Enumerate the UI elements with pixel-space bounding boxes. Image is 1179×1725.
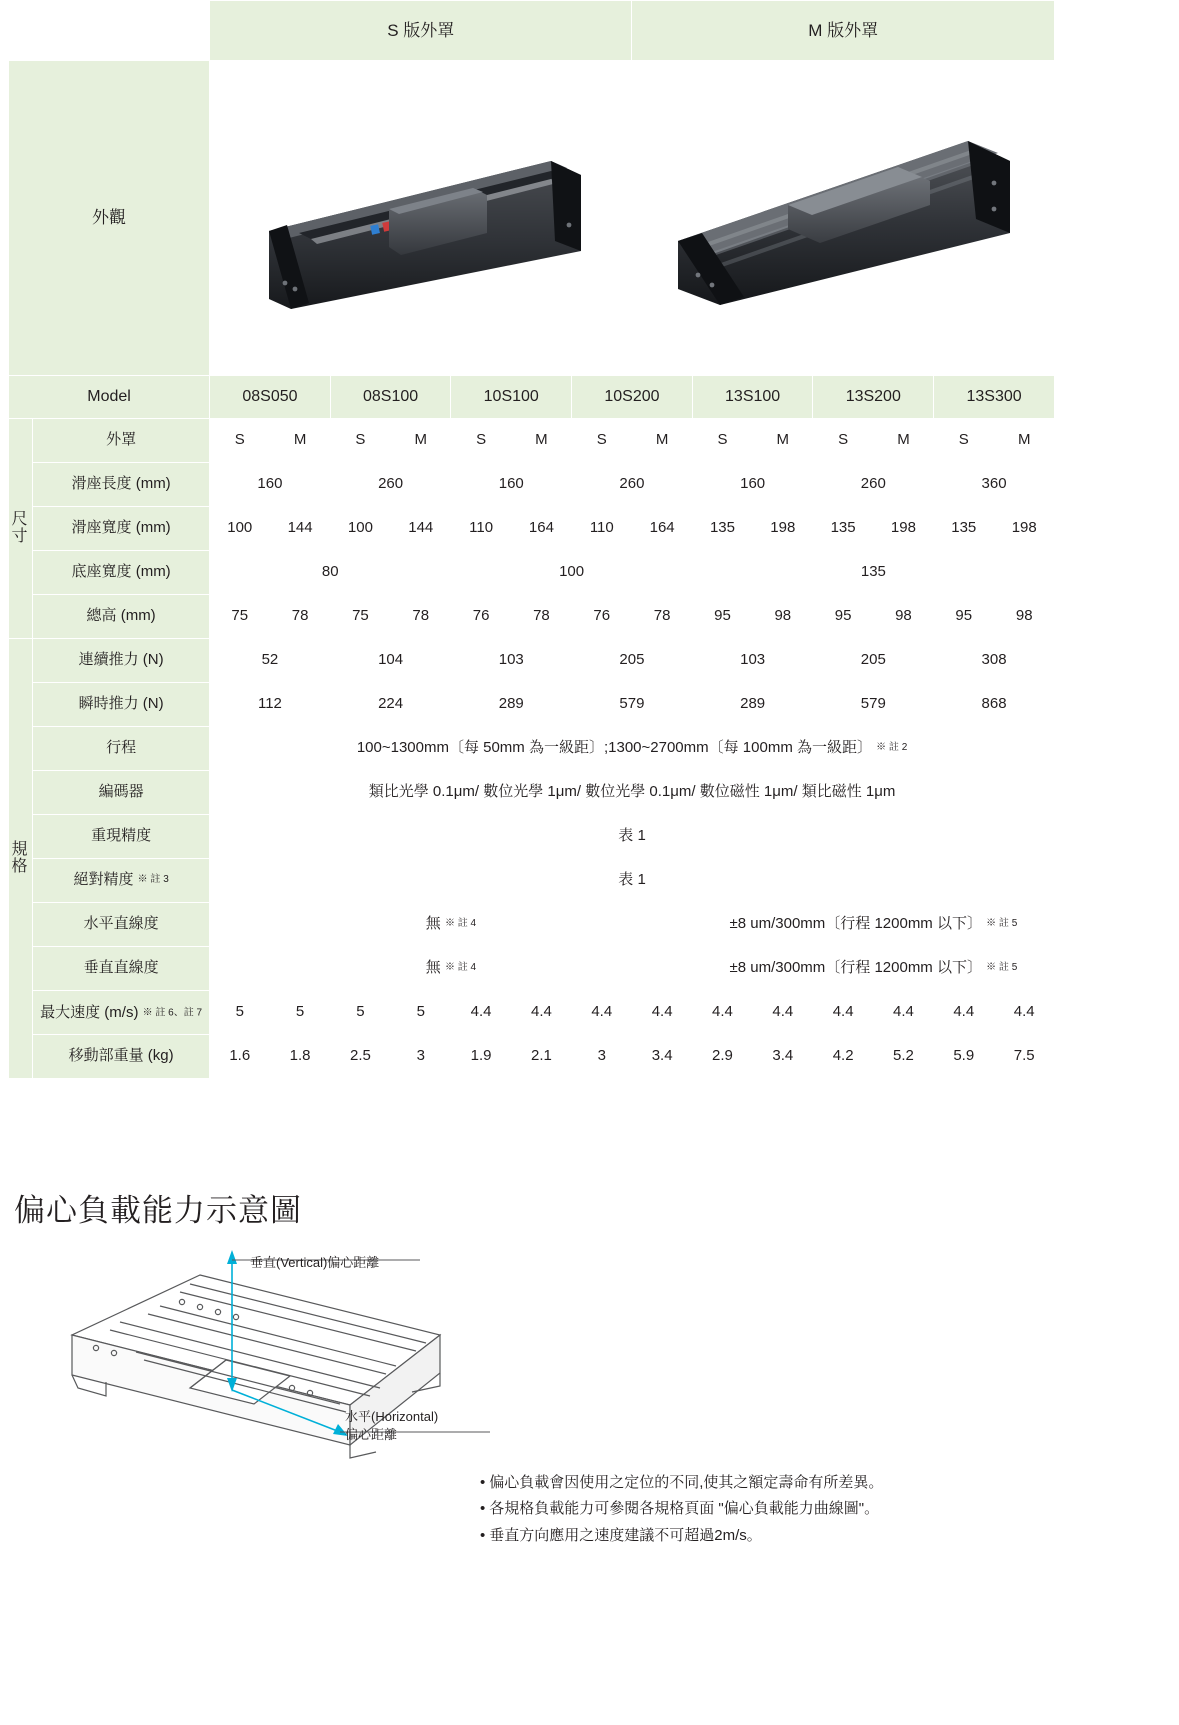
slider-width-cell: 135	[934, 507, 994, 551]
total-height-cell: 78	[391, 595, 451, 639]
model-row	[9, 376, 1055, 419]
row-label-total-height: 總高 (mm)	[33, 595, 210, 639]
spacer-cell	[9, 1, 210, 61]
diagram-notes	[480, 1470, 883, 1549]
product-image-m-cover	[668, 113, 1018, 323]
v-straightness-right-cell	[692, 947, 1054, 991]
cover-cell: S	[692, 419, 752, 463]
v-straightness-left-note: ※ 註 4	[444, 961, 477, 973]
model-13S300: 13S300	[934, 376, 1055, 419]
total-height-cell: 78	[632, 595, 692, 639]
encoder-row	[9, 771, 1055, 815]
max-speed-cell: 4.4	[511, 991, 571, 1035]
accuracy-value-cell: 表 1	[210, 859, 1055, 903]
cover-cell: M	[511, 419, 571, 463]
cover-cell: M	[753, 419, 813, 463]
repeatability-row	[9, 815, 1055, 859]
model-08S100: 08S100	[330, 376, 451, 419]
moving-mass-cell: 5.2	[873, 1035, 933, 1079]
peak-force-cell: 224	[330, 683, 451, 727]
cover-cell: S	[813, 419, 873, 463]
moving-mass-cell: 3.4	[753, 1035, 813, 1079]
moving-mass-cell: 1.8	[270, 1035, 330, 1079]
cover-header-row	[9, 1, 1055, 61]
slider-width-cell: 198	[753, 507, 813, 551]
peak-force-cell: 289	[692, 683, 813, 727]
stroke-value: 100~1300mm〔每 50mm 為一級距〕;1300~2700mm〔每 100mm 為一級距〕	[356, 739, 872, 757]
total-height-cell: 95	[692, 595, 752, 639]
continuous-force-cell: 205	[813, 639, 934, 683]
horizontal-distance-line2: 偏心距離	[345, 1426, 398, 1442]
vertical-distance-label	[250, 1252, 379, 1271]
row-label-continuous-force: 連續推力 (N)	[33, 639, 210, 683]
model-13S200: 13S200	[813, 376, 934, 419]
model-10S100: 10S100	[451, 376, 572, 419]
continuous-force-row	[9, 639, 1055, 683]
h-straightness-right-value: ±8 um/300mm〔行程 1200mm 以下〕	[729, 915, 982, 933]
slider-width-cell: 100	[330, 507, 390, 551]
v-straightness-right-note: ※ 註 5	[986, 961, 1018, 973]
cover-header-s: S 版外罩	[210, 1, 632, 61]
h-straightness-left-value: 無	[425, 915, 441, 933]
max-speed-cell: 4.4	[753, 991, 813, 1035]
continuous-force-cell: 52	[210, 639, 331, 683]
continuous-force-cell: 103	[451, 639, 572, 683]
moving-mass-cell: 2.1	[511, 1035, 571, 1079]
vertical-distance-text: 垂直(Vertical)偏心距離	[250, 1255, 380, 1270]
peak-force-row	[9, 683, 1055, 727]
max-speed-cell: 4.4	[873, 991, 933, 1035]
h-straightness-right-note: ※ 註 5	[986, 917, 1018, 929]
horizontal-straightness-row	[9, 903, 1055, 947]
cover-cell: S	[451, 419, 511, 463]
peak-force-cell: 289	[451, 683, 572, 727]
max-speed-cell: 4.4	[934, 991, 994, 1035]
slider-width-cell: 110	[451, 507, 511, 551]
v-straightness-right-value: ±8 um/300mm〔行程 1200mm 以下〕	[729, 959, 982, 977]
total-height-cell: 76	[451, 595, 511, 639]
slider-length-cell: 260	[572, 463, 693, 507]
accuracy-row	[9, 859, 1055, 903]
max-speed-cell: 4.4	[572, 991, 632, 1035]
row-label-accuracy	[33, 859, 210, 903]
row-label-slider-width: 滑座寬度 (mm)	[33, 507, 210, 551]
cover-cell: M	[873, 419, 933, 463]
slider-length-cell: 160	[210, 463, 331, 507]
slider-width-cell: 164	[511, 507, 571, 551]
continuous-force-cell: 308	[934, 639, 1055, 683]
total-height-cell: 78	[511, 595, 571, 639]
product-image-s-cover	[251, 113, 591, 323]
slider-width-cell: 144	[270, 507, 330, 551]
row-label-peak-force: 瞬時推力 (N)	[33, 683, 210, 727]
slider-length-cell: 260	[330, 463, 451, 507]
max-speed-cell: 4.4	[632, 991, 692, 1035]
total-height-row	[9, 595, 1055, 639]
row-label-moving-mass: 移動部重量 (kg)	[33, 1035, 210, 1079]
continuous-force-cell: 103	[692, 639, 813, 683]
model-label: Model	[9, 376, 210, 419]
max-speed-cell: 5	[330, 991, 390, 1035]
appearance-image-s	[210, 61, 632, 376]
horizontal-distance-line1: 水平(Horizontal)	[345, 1409, 439, 1424]
total-height-cell: 98	[753, 595, 813, 639]
appearance-label: 外觀	[9, 61, 210, 376]
max-speed-cell: 5	[391, 991, 451, 1035]
base-width-cell: 135	[692, 551, 1054, 595]
slider-width-cell: 135	[813, 507, 873, 551]
total-height-cell: 95	[934, 595, 994, 639]
slider-length-cell: 160	[451, 463, 572, 507]
encoder-value-cell: 類比光學 0.1μm/ 數位光學 1μm/ 數位光學 0.1μm/ 數位磁性 1μm/ 類比磁性 1μm	[210, 771, 1055, 815]
group-label-dimensions-text: 尺寸	[11, 510, 30, 545]
row-label-h-straightness: 水平直線度	[33, 903, 210, 947]
stroke-row	[9, 727, 1055, 771]
v-straightness-left-cell	[210, 947, 693, 991]
appearance-row	[9, 61, 1055, 376]
slider-width-cell: 144	[391, 507, 451, 551]
cover-cell: S	[210, 419, 270, 463]
continuous-force-cell: 104	[330, 639, 451, 683]
note-item: • 偏心負載會因使用之定位的不同,使其之額定壽命有所差異。	[480, 1470, 883, 1496]
cover-type-row	[9, 419, 1055, 463]
slider-width-cell: 100	[210, 507, 270, 551]
stroke-note: ※ 註 2	[876, 741, 908, 753]
moving-mass-cell: 3	[572, 1035, 632, 1079]
group-label-spec-text: 規格	[11, 840, 30, 875]
section-title: 偏心負載能力示意圖	[14, 1193, 302, 1228]
h-straightness-left-cell	[210, 903, 693, 947]
slider-width-cell: 164	[632, 507, 692, 551]
max-speed-cell: 4.4	[692, 991, 752, 1035]
moving-mass-cell: 1.6	[210, 1035, 270, 1079]
max-speed-cell: 5	[210, 991, 270, 1035]
slider-length-row	[9, 463, 1055, 507]
note-item: • 垂直方向應用之速度建議不可超過2m/s。	[480, 1523, 883, 1549]
peak-force-cell: 868	[934, 683, 1055, 727]
max-speed-cell: 4.4	[451, 991, 511, 1035]
row-label-slider-length: 滑座長度 (mm)	[33, 463, 210, 507]
model-10S200: 10S200	[572, 376, 693, 419]
slider-length-cell: 360	[934, 463, 1055, 507]
v-straightness-left-value: 無	[425, 959, 441, 977]
cover-cell: M	[994, 419, 1055, 463]
total-height-cell: 98	[994, 595, 1055, 639]
peak-force-cell: 579	[572, 683, 693, 727]
row-label-v-straightness: 垂直直線度	[33, 947, 210, 991]
cover-cell: S	[330, 419, 390, 463]
slider-length-cell: 160	[692, 463, 813, 507]
row-label-max-speed-text: 最大速度 (m/s)	[40, 1003, 139, 1021]
moving-mass-row	[9, 1035, 1055, 1079]
total-height-cell: 75	[210, 595, 270, 639]
eccentric-load-diagram	[0, 1240, 1179, 1640]
slider-width-cell: 135	[692, 507, 752, 551]
group-label-spec	[9, 639, 33, 1079]
slider-width-row	[9, 507, 1055, 551]
row-label-repeatability: 重現精度	[33, 815, 210, 859]
peak-force-cell: 112	[210, 683, 331, 727]
moving-mass-cell: 7.5	[994, 1035, 1055, 1079]
row-label-max-speed	[33, 991, 210, 1035]
h-straightness-left-note: ※ 註 4	[444, 917, 477, 929]
stroke-value-cell	[210, 727, 1055, 771]
total-height-cell: 76	[572, 595, 632, 639]
base-width-row	[9, 551, 1055, 595]
row-label-accuracy-text: 絕對精度	[73, 871, 134, 889]
base-width-cell: 80	[210, 551, 451, 595]
moving-mass-cell: 2.9	[692, 1035, 752, 1079]
cover-cell: S	[572, 419, 632, 463]
moving-mass-cell: 1.9	[451, 1035, 511, 1079]
group-label-dimensions	[9, 419, 33, 639]
max-speed-cell: 4.4	[994, 991, 1055, 1035]
moving-mass-cell: 3.4	[632, 1035, 692, 1079]
continuous-force-cell: 205	[572, 639, 693, 683]
row-label-stroke: 行程	[33, 727, 210, 771]
total-height-cell: 95	[813, 595, 873, 639]
cover-cell: M	[632, 419, 692, 463]
base-width-cell: 100	[451, 551, 692, 595]
cover-cell: M	[270, 419, 330, 463]
cover-header-m: M 版外罩	[632, 1, 1055, 61]
cover-cell: M	[391, 419, 451, 463]
slider-width-cell: 110	[572, 507, 632, 551]
peak-force-cell: 579	[813, 683, 934, 727]
total-height-cell: 75	[330, 595, 390, 639]
max-speed-cell: 4.4	[813, 991, 873, 1035]
horizontal-distance-label	[345, 1408, 438, 1443]
row-label-encoder: 編碼器	[33, 771, 210, 815]
moving-mass-cell: 2.5	[330, 1035, 390, 1079]
cover-cell: S	[934, 419, 994, 463]
note-item: • 各規格負載能力可參閱各規格頁面 "偏心負載能力曲線圖"。	[480, 1496, 883, 1522]
moving-mass-cell: 5.9	[934, 1035, 994, 1079]
row-label-accuracy-note: ※ 註 3	[137, 873, 169, 885]
repeatability-value-cell: 表 1	[210, 815, 1055, 859]
row-label-max-speed-note: ※ 註 6、註 7	[142, 1007, 203, 1019]
row-label-base-width: 底座寬度 (mm)	[33, 551, 210, 595]
moving-mass-cell: 4.2	[813, 1035, 873, 1079]
total-height-cell: 98	[873, 595, 933, 639]
slider-width-cell: 198	[994, 507, 1055, 551]
model-13S100: 13S100	[692, 376, 813, 419]
model-08S050: 08S050	[210, 376, 331, 419]
max-speed-row	[9, 991, 1055, 1035]
moving-mass-cell: 3	[391, 1035, 451, 1079]
max-speed-cell: 5	[270, 991, 330, 1035]
total-height-cell: 78	[270, 595, 330, 639]
row-label-cover: 外罩	[33, 419, 210, 463]
specification-table	[8, 0, 1055, 1079]
slider-width-cell: 198	[873, 507, 933, 551]
h-straightness-right-cell	[692, 903, 1054, 947]
appearance-image-m	[632, 61, 1055, 376]
vertical-straightness-row	[9, 947, 1055, 991]
slider-length-cell: 260	[813, 463, 934, 507]
